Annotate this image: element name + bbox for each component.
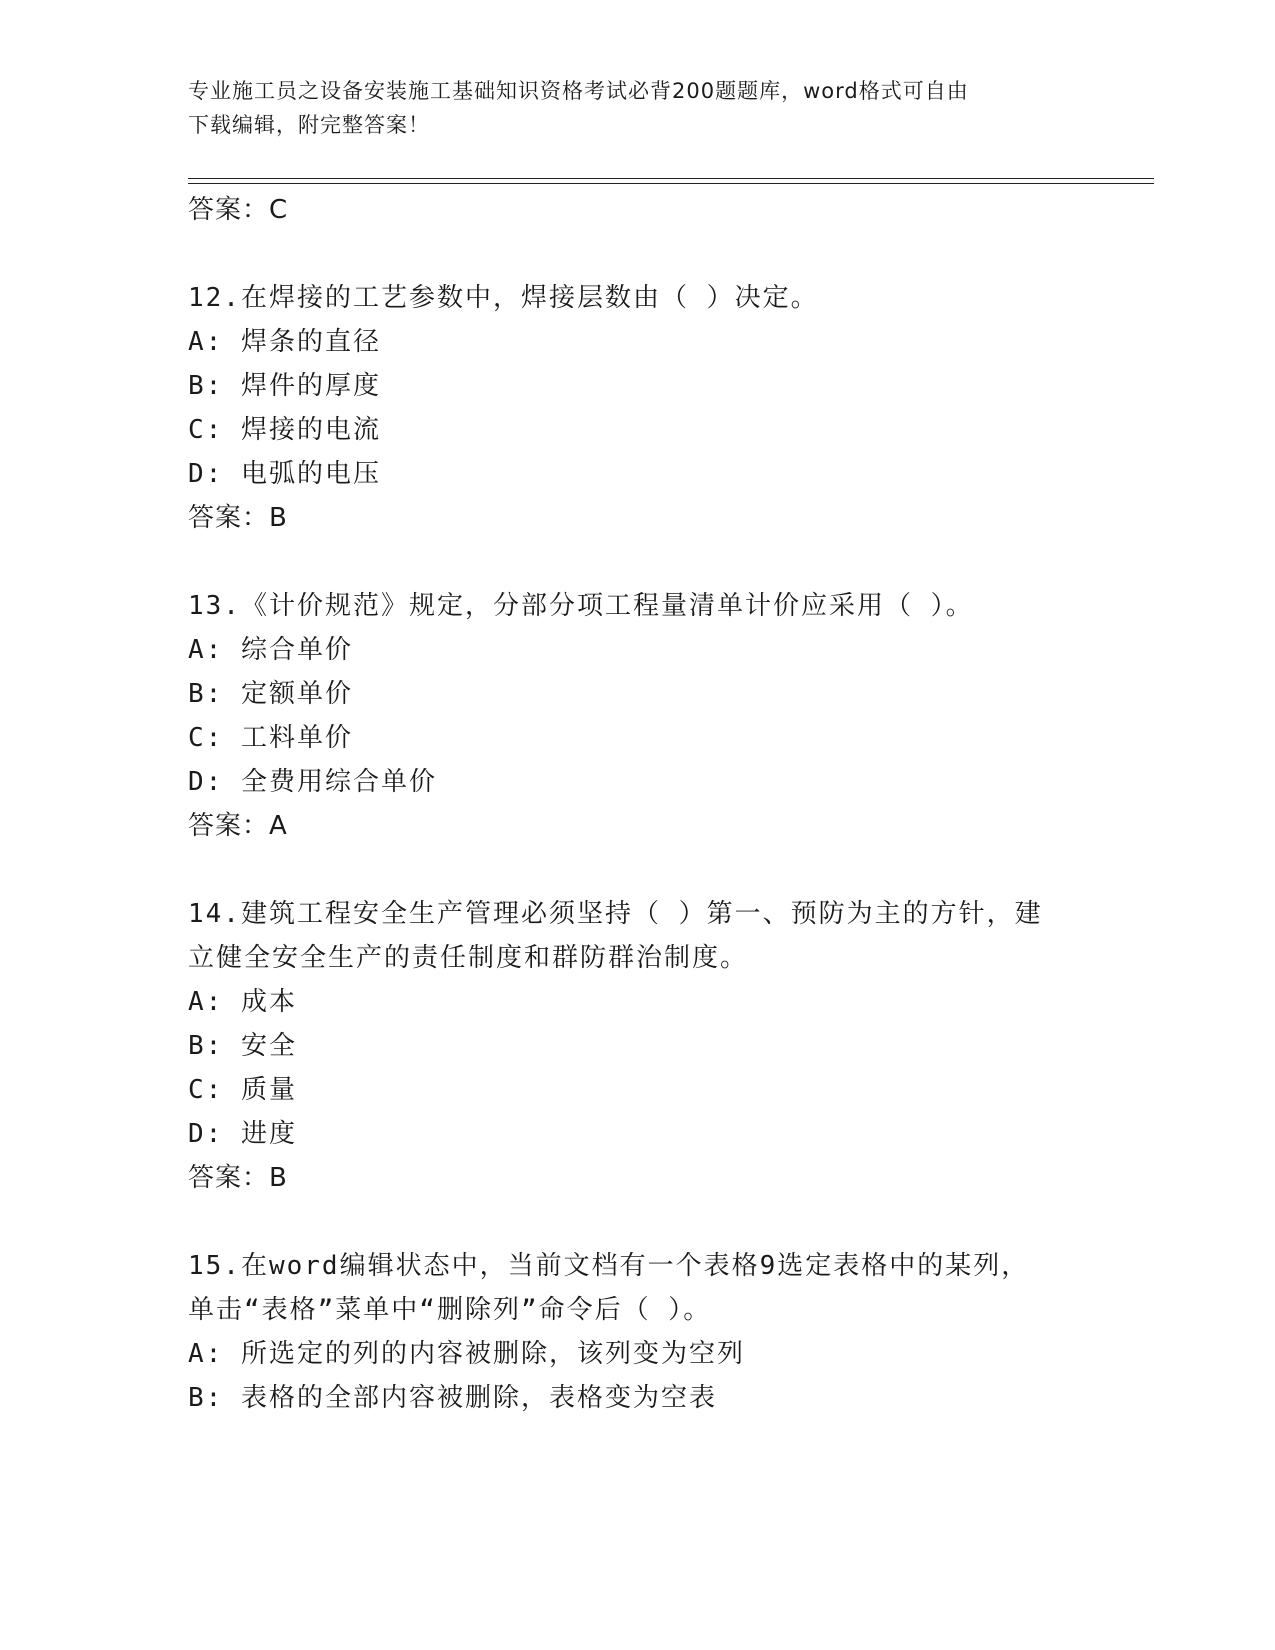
document-header: [188, 74, 1068, 142]
question-15-option-a: A: 所选定的列的内容被删除，该列变为空列: [188, 1339, 745, 1369]
question-15-stem-line-2: 单击“表格”菜单中“删除列”命令后（ ）。: [188, 1295, 712, 1325]
question-13-stem: 13.《计价规范》规定，分部分项工程量清单计价应采用（ ）。: [188, 591, 974, 621]
question-14-option-b: B: 安全: [188, 1031, 297, 1061]
question-13-option-c: C: 工料单价: [188, 723, 353, 753]
question-13-option-d: D: 全费用综合单价: [188, 767, 437, 797]
question-13-option-b: B: 定额单价: [188, 679, 353, 709]
question-12-option-d: D: 电弧的电压: [188, 459, 381, 489]
question-14-stem-line-1: 14.建筑工程安全生产管理必须坚持（ ）第一、预防为主的方针，建: [188, 899, 1043, 929]
question-15-stem-line-1: 15.在word编辑状态中，当前文档有一个表格9选定表格中的某列，: [188, 1251, 1030, 1281]
question-12-option-b: B: 焊件的厚度: [188, 371, 381, 401]
question-13-option-a: A: 综合单价: [188, 635, 353, 665]
answer-prev: 答案：C: [188, 195, 289, 225]
question-12-stem: 12.在焊接的工艺参数中，焊接层数由（ ）决定。: [188, 283, 819, 313]
question-12-option-c: C: 焊接的电流: [188, 415, 381, 445]
question-14-option-a: A: 成本: [188, 987, 297, 1017]
question-15-option-b: B: 表格的全部内容被删除，表格变为空表: [188, 1383, 717, 1413]
question-14-answer: 答案：B: [188, 1163, 288, 1193]
question-14-option-c: C: 质量: [188, 1075, 297, 1105]
header-rule-top: [188, 178, 1154, 179]
question-14-option-d: D: 进度: [188, 1119, 297, 1149]
header-rule-bottom: [188, 183, 1154, 184]
header-line-1: 专业施工员之设备安装施工基础知识资格考试必背200题题库，word格式可自由: [188, 79, 969, 103]
question-13-answer: 答案：A: [188, 811, 288, 841]
header-line-2: 下载编辑，附完整答案！: [188, 113, 430, 137]
question-12-option-a: A: 焊条的直径: [188, 327, 381, 357]
question-14-stem-line-2: 立健全安全生产的责任制度和群防群治制度。: [188, 943, 749, 973]
question-12-answer: 答案：B: [188, 503, 288, 533]
